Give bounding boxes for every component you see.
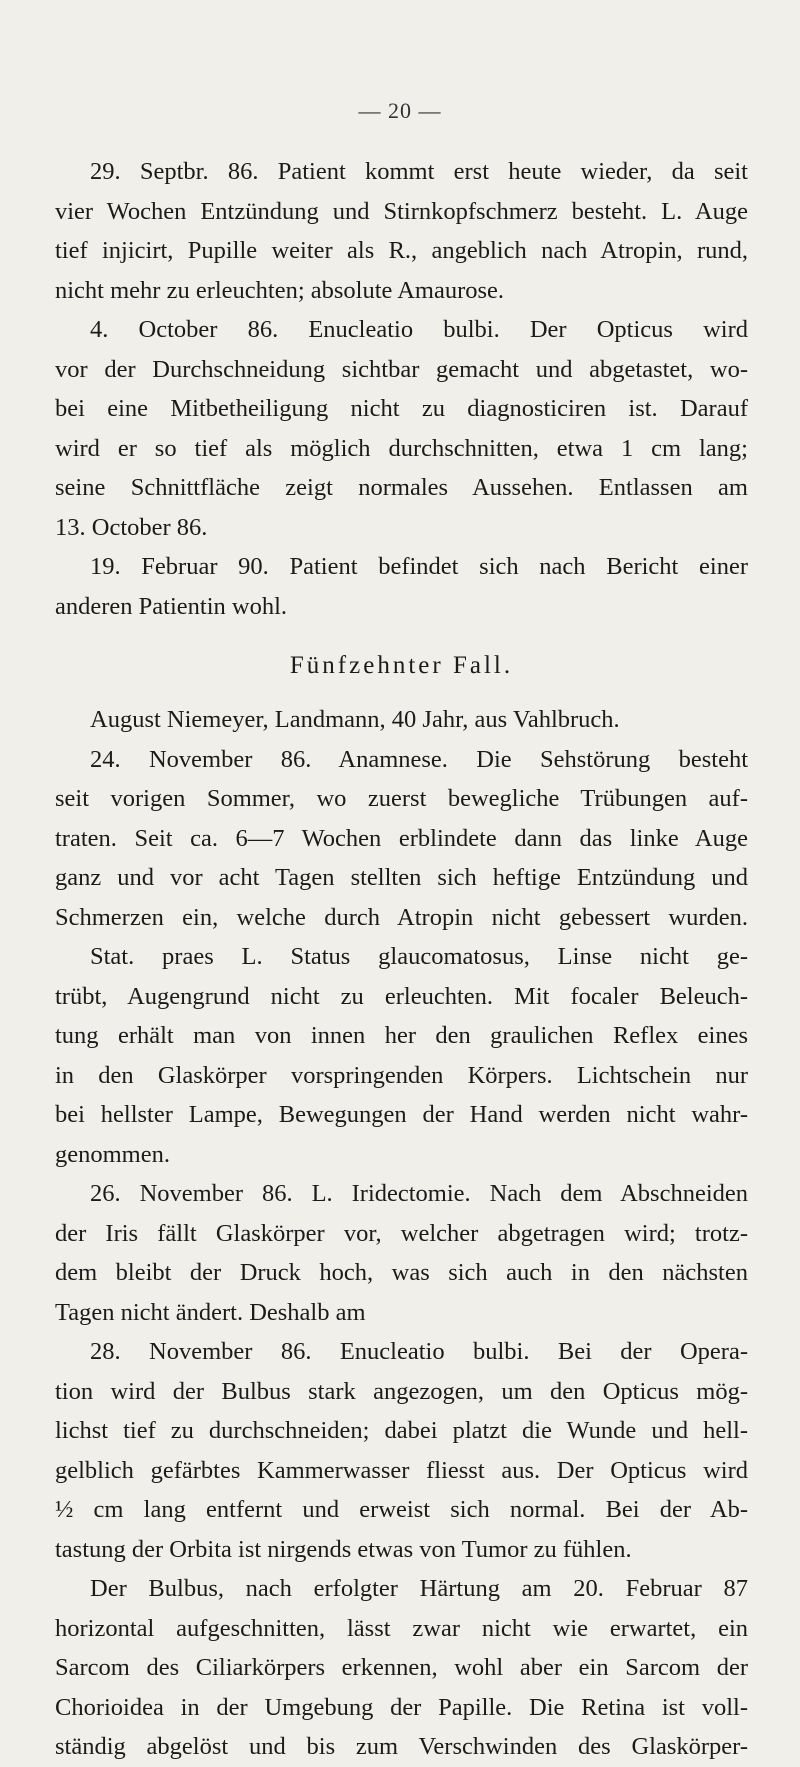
text-line: 13. October 86. xyxy=(55,513,208,541)
text-line: Der Bulbus, nach erfolgter Härtung am 20. Februar 87 xyxy=(90,1575,748,1602)
text-line: Chorioidea in der Umgebung der Papille. Die Retina ist voll- xyxy=(55,1693,748,1721)
paragraph-patient-info xyxy=(55,700,748,740)
text-line: 4. October 86. Enucleatio bulbi. Der Opticus wird xyxy=(90,316,748,343)
body-text xyxy=(55,152,748,1767)
text-line: tastung der Orbita ist nirgends etwas von Tumor zu fühlen. xyxy=(55,1535,632,1563)
text-line: tion wird der Bulbus stark angezogen, um den Opticus mög- xyxy=(55,1377,748,1405)
text-line: bei hellster Lampe, Bewegungen der Hand werden nicht wahr- xyxy=(55,1101,748,1128)
text-line: 26. November 86. L. Iridectomie. Nach dem Abschneiden xyxy=(90,1180,748,1207)
text-line: August Niemeyer, Landmann, 40 Jahr, aus Vahlbruch. xyxy=(90,706,620,733)
text-line: vier Wochen Entzündung und Stirnkopfschmerz besteht. L. Auge xyxy=(55,197,748,225)
paragraph-24-november xyxy=(55,740,748,1175)
text-line: Sarcom des Ciliarkörpers erkennen, wohl aber ein Sarcom der xyxy=(55,1654,748,1681)
paragraph-29-septbr xyxy=(55,152,748,310)
text-line: trübt, Augengrund nicht zu erleuchten. Mit focaler Beleuch- xyxy=(55,982,748,1010)
text-line: Tagen nicht ändert. Deshalb am xyxy=(55,1298,366,1326)
text-line: anderen Patientin wohl. xyxy=(55,592,288,620)
paragraph-4-october xyxy=(55,310,748,547)
text-line: Schmerzen ein, welche durch Atropin nicht gebessert wurden. xyxy=(55,903,748,931)
text-line: traten. Seit ca. 6—7 Wochen erblindete dann das linke Auge xyxy=(55,824,748,852)
paragraph-26-november xyxy=(55,1174,748,1332)
text-line: genommen. xyxy=(55,1140,170,1168)
text-line: ganz und vor acht Tagen stellten sich heftige Entzündung und xyxy=(55,864,748,891)
text-line: in den Glaskörper vorspringenden Körpers. Lichtschein nur xyxy=(55,1061,748,1089)
text-line: seit vorigen Sommer, wo zuerst bewegliche Trübungen auf- xyxy=(55,785,748,812)
text-line: der Iris fällt Glaskörper vor, welcher abgetragen wird; trotz- xyxy=(55,1219,748,1247)
text-line: ½ cm lang entfernt und erweist sich normal. Bei der Ab- xyxy=(55,1496,748,1523)
text-line: tief injicirt, Pupille weiter als R., angeblich nach Atropin, rund, xyxy=(55,237,748,264)
paragraph-28-november xyxy=(55,1332,748,1569)
page-number: — 20 — xyxy=(358,98,442,123)
text-line: 19. Februar 90. Patient befindet sich nach Bericht einer xyxy=(90,553,748,580)
text-line: 24. November 86. Anamnese. Die Sehstörung besteht xyxy=(90,745,748,773)
text-line: horizontal aufgeschnitten, lässt zwar nicht wie erwartet, ein xyxy=(55,1614,748,1642)
text-line: bei eine Mitbetheiligung nicht zu diagnosticiren ist. Darauf xyxy=(55,395,748,422)
text-line: gelblich gefärbtes Kammerwasser fliesst aus. Der Opticus wird xyxy=(55,1456,748,1484)
text-line: Stat. praes L. Status glaucomatosus, Linse nicht ge- xyxy=(90,943,748,970)
section-heading: Fünfzehnter Fall. xyxy=(289,652,514,679)
text-line: dem bleibt der Druck hoch, was sich auch in den nächsten xyxy=(55,1259,748,1286)
text-line: ständig abgelöst und bis zum Verschwinden des Glaskörper- xyxy=(55,1733,748,1760)
paragraph-bulbus xyxy=(55,1569,748,1767)
text-line: lichst tief zu durchschneiden; dabei platzt die Wunde und hell- xyxy=(55,1417,748,1444)
text-line: 29. Septbr. 86. Patient kommt erst heute wieder, da seit xyxy=(90,158,748,185)
text-line: wird er so tief als möglich durchschnitten, etwa 1 cm lang; xyxy=(55,434,748,462)
text-line: nicht mehr zu erleuchten; absolute Amaurose. xyxy=(55,276,505,304)
paragraph-19-februar xyxy=(55,547,748,626)
text-line: seine Schnittfläche zeigt normales Aussehen. Entlassen am xyxy=(55,474,748,501)
text-line: 28. November 86. Enucleatio bulbi. Bei der Opera- xyxy=(90,1338,748,1365)
text-line: vor der Durchschneidung sichtbar gemacht und abgetastet, wo- xyxy=(55,355,748,383)
text-line: tung erhält man von innen her den graulichen Reflex eines xyxy=(55,1022,748,1049)
